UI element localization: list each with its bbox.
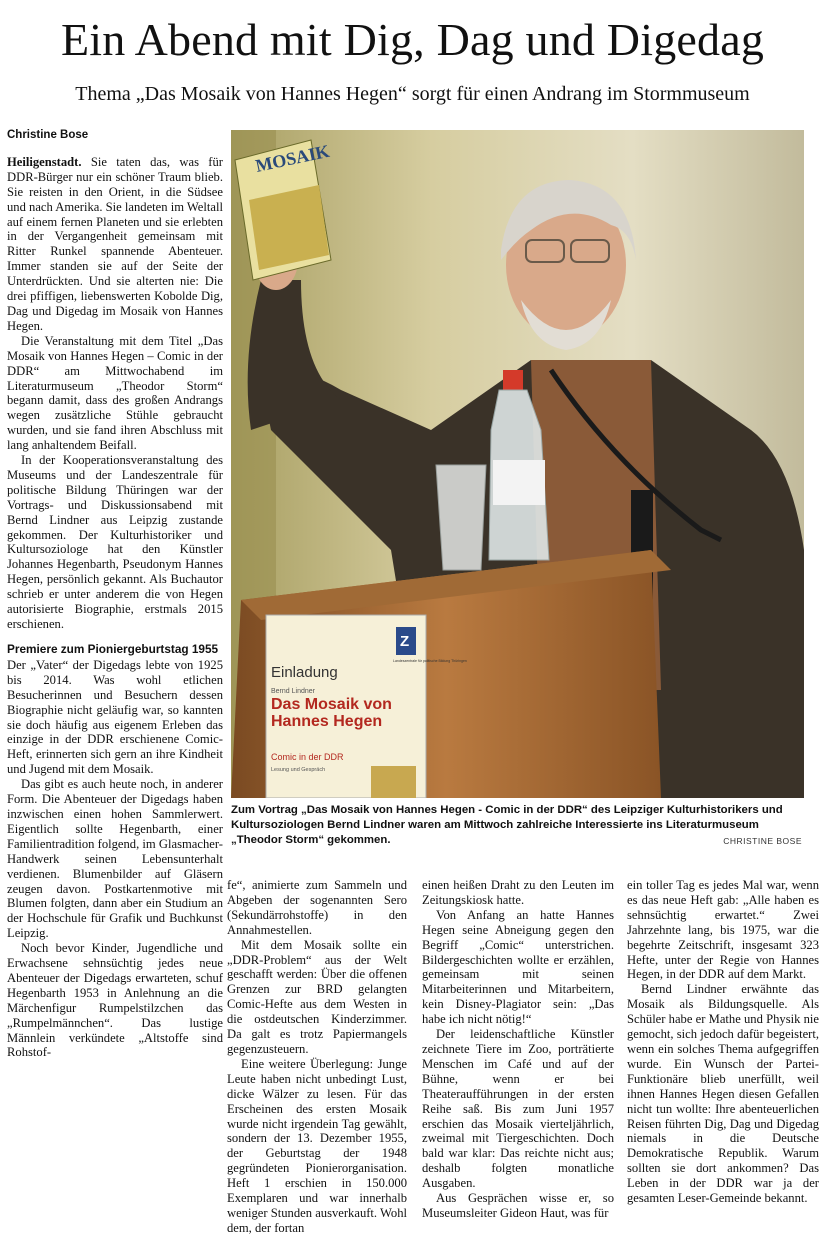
- mosaik-comic-book: [235, 140, 331, 280]
- poster-title: Das Mosaik von Hannes Hegen: [271, 696, 392, 730]
- paragraph: Der leidenschaftliche Künstler zeichnete Tiere im Zoo, porträtierte Menschen im Café und auf der Bühne, wenn er bei Theateraufführungen in der ersten Reihe saß. Bis zum Juni 1957 erschien das Mosaik vierteljährlich, zweimal mit Tiergeschichten. Doch bald war klar: Das reichte nicht aus; deshalb folgten monatliche Ausgaben.: [422, 1027, 614, 1191]
- poster-note: Lesung und Gespräch: [271, 767, 326, 773]
- photo-caption: Zum Vortrag „Das Mosaik von Hannes Hegen - Comic in der DDR“ des Leipziger Kulturhistorikers und Kultursoziologen Bernd Lindner waren am Mittwoch zahlreiche Interessierte ins Literaturmuseum „Theodor Storm“ gekommen.: [231, 804, 783, 846]
- article-photo: [231, 130, 804, 798]
- paragraph: Eine weitere Überlegung: Junge Leute haben nicht unbedingt Lust, dicke Wälzer zu lesen. Für das Erscheinen des ersten Mosaik wurde nicht irgendein Tag gewählt, sondern der 13. Dezember 1955, der Geburtstag der 1948 gegründeten Pionierorganisation. Heft 1 erschien in 150.000 Exemplaren und war innerhalb weniger Stunden ausverkauft. Wohl dem, der fortan: [227, 1056, 407, 1235]
- paragraph: Von Anfang an hatte Hannes Hegen seine Abneigung gegen den Begriff „Comic“ unterstrichen. Bildergeschichten wollte er erzählen, gemeinsam mit seinen Mitarbeiterinnen und Mitarbeitern, kein Disney-Plagiator sein: „Das habe ich nicht nötig!“: [422, 907, 614, 1027]
- photo-illustration: [231, 130, 804, 798]
- comic-title: MOSAIK: [253, 140, 332, 176]
- article-column-3: [422, 878, 614, 1221]
- headline: Ein Abend mit Dig, Dag und Digedag: [60, 14, 765, 65]
- paragraph: fe“, animierte zum Sammeln und Abgeben der sogenannten Sero (Sekundärrohstoffe) in den Annahmestellen.: [227, 878, 407, 937]
- paragraph: Mit dem Mosaik sollte ein „DDR-Problem“ aus der Welt geschafft werden: Über die offenen Grenzen zur BRD gelangten Comic-Hefte aus dem Westen in die ostdeutschen Kinderzimmer. Da galt es trotz Papiermangels gegenzusteuern.: [227, 937, 407, 1056]
- poster-logo: Z: [400, 633, 410, 650]
- article-column-2: [227, 878, 407, 1236]
- paragraph: Noch bevor Kinder, Jugendliche und Erwachsene sehnsüchtig jedes neue Abenteuer der Digedags erwarteten, schuf Hegenbarth 1953 in Anlehnung an die Märchenfigur Rumpelstilzchen das „Rumpelmännchen“. Das lustige Männlein verkündete „Altstoffe sind Rohstof-: [7, 941, 223, 1060]
- poster-author: Bernd Lindner: [271, 688, 315, 695]
- paragraph: Bernd Lindner erwähnte das Mosaik als Bildungsquelle. Als Schüler habe er Mathe und Physik nie gemocht, sich jedoch dafür begeistert, wenn ein solches Thema aufgegriffen wurde. Ein Wunsch der Partei-Funktionäre blieb unerfüllt, weil ihnen Hannes Hegen diesen Gefallen nicht tun wollte: Ihre abenteuerlichen Reisen führten Dig, Dag und Digedag niemals in die Deutsche Demokratische Republik. Warum sollten sie dort ankommen? Das Leben in der DDR war ja der gesamten Leser-Gemeinde bekannt.: [627, 982, 819, 1206]
- article-column-4: [627, 878, 819, 1206]
- subheadline: Thema „Das Mosaik von Hannes Hegen“ sorgt für einen Andrang im Stormmuseum: [75, 83, 750, 105]
- author-byline: Christine Bose: [7, 129, 89, 141]
- poster-subtitle: Comic in der DDR: [271, 752, 344, 762]
- paragraph: Das gibt es auch heute noch, in anderer Form. Die Abenteuer der Digedags haben inzwischen einen hohen Sammlerwert. Eigentlich sollte Hegenbarth, einer Familientradition folgend, im Glasmacher-Handwerk seinen Lebensunterhalt verdienen. Blumenbilder auf Gläsern zeugen davon. Postkartenmotive mit Blumen folgten, dann aber ein Studium an der Hochschule für Grafik und Buchkunst Leipzig.: [7, 777, 223, 941]
- paragraph: ein toller Tag es jedes Mal war, wenn es das neue Heft gab: „Alle haben es sehnsüchtig erwartet.“ Zwei Jahrzehnte lang, bis 1975, war die begehrte Zeitschrift, insgesamt 323 Hefte, unter der Regie von Hannes Hegen, in der DDR auf dem Markt.: [627, 878, 819, 982]
- poster-heading: Einladung: [271, 664, 338, 681]
- paragraph: einen heißen Draht zu den Leuten im Zeitungskiosk hatte.: [422, 878, 614, 907]
- paragraph: Aus Gesprächen wisse er, so Museumsleiter Gideon Haut, was für: [422, 1191, 614, 1220]
- paragraph: Der „Vater“ der Digedags lebte von 1925 bis 2014. Was wohl etlichen Besucherinnen und Besuchern dessen Biographie nicht geläufig war, so kannten sie doch häufig aus eigenem Erleben das einzige in der DDR erschienene Comic-Heft, erinnerten sich gern an ihre Kindheit und Jugend mit dem Mosaik.: [7, 657, 223, 777]
- paragraph: Die Veranstaltung mit dem Titel „Das Mosaik von Hannes Hegen – Comic in der DDR“ am Mittwochabend im Literaturmuseum „Theodor Storm“ begann damit, dass des großen Andrangs wegen zusätzliche Stühle gebraucht wurden, und sie fand ihren Abschluss mit lang anhaltendem Beifall.: [7, 333, 223, 453]
- poster-logo-text: Landeszentrale für politische Bildung Thüringen: [393, 659, 467, 663]
- paragraph-text: Sie taten das, was für DDR-Bürger nur ein schöner Traum blieb. Sie reisten in den Orient, in die Südsee und nach Amerika. Sie landeten im Weltall auf einem fernen Planeten und sie erlebten in der Vergangenheit gemeinsam mit Ritter Runkel spannende Abenteuer. Immer standen sie auf der Seite der Unterdrückten. Und sie alterten nie: Die drei pfiffigen, liebenswerten Kobolde Dig, Dag und Digedag im Mosaik von Hannes Hegen.: [7, 154, 223, 333]
- paragraph: [7, 155, 223, 334]
- paragraph: In der Kooperationsveranstaltung des Museums und der Landeszentrale für politische Bildung Thüringen war der Vortrags- und Diskussionsabend mit Bernd Lindner aus Leipzig zustande gekommen. Der Kulturhistoriker und Kultursoziologe hat den Künstler Johannes Hegenbarth, Pseudonym Hannes Hegen, persönlich gekannt. Als Buchautor schrieb er unter anderem die von Hegen autorisierte Biographie, erstmals 2015 erschienen.: [7, 453, 223, 631]
- photo-credit: CHRISTINE BOSE: [723, 836, 802, 846]
- dateline: Heiligenstadt.: [7, 154, 82, 169]
- article-column-1: [7, 128, 223, 1060]
- subheading: Premiere zum Pioniergeburtstag 1955: [7, 641, 219, 656]
